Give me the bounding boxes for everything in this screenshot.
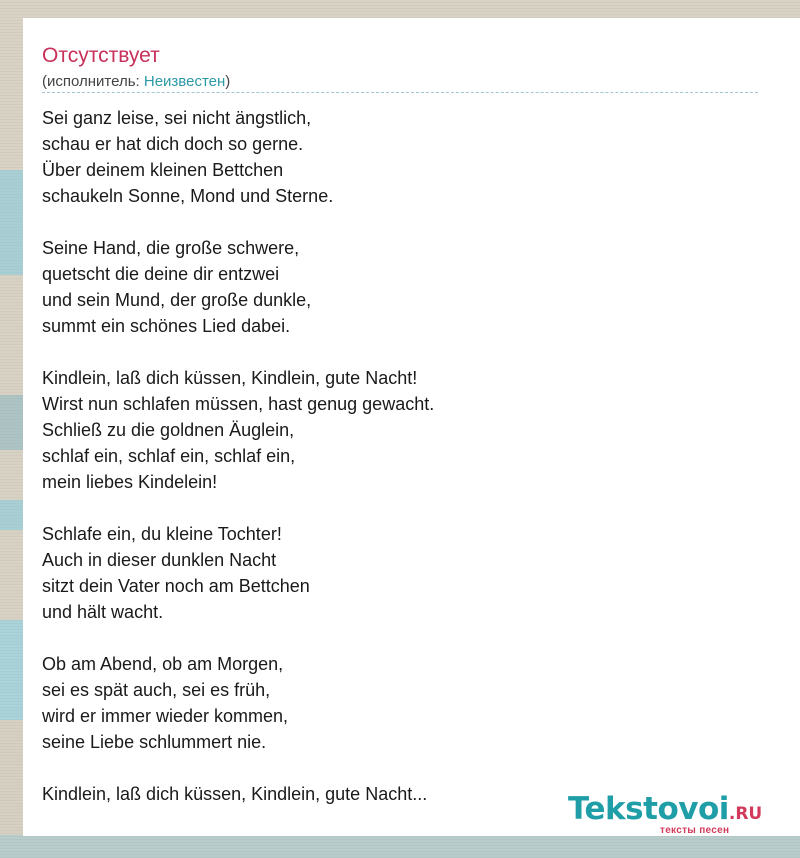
lyrics-line: Wirst nun schlafen müssen, hast genug gewacht. bbox=[42, 394, 435, 414]
artist-link[interactable]: Неизвестен bbox=[143, 73, 226, 90]
lyrics-line: und sein Mund, der große dunkle, bbox=[42, 290, 312, 310]
lyrics-line: sitzt dein Vater noch am Bettchen bbox=[42, 576, 310, 596]
lyrics-stanza bbox=[42, 365, 742, 495]
lyrics-line: Über deinem kleinen Bettchen bbox=[42, 160, 284, 180]
artist-line bbox=[42, 73, 230, 91]
logo-tld: .RU bbox=[728, 804, 763, 824]
lyrics-line: schlaf ein, schlaf ein, schlaf ein, bbox=[42, 446, 296, 466]
lyrics-text bbox=[42, 105, 742, 833]
logo-name: Tekstovoi bbox=[568, 791, 729, 827]
song-title: Отсутствует bbox=[42, 44, 160, 67]
lyrics-stanza bbox=[42, 105, 742, 209]
lyrics-line: Schließ zu die goldnen Äuglein, bbox=[42, 420, 295, 440]
lyrics-stanza bbox=[42, 651, 742, 755]
lyrics-line: Auch in dieser dunklen Nacht bbox=[42, 550, 277, 570]
lyrics-line: schaukeln Sonne, Mond und Sterne. bbox=[42, 186, 334, 206]
lyrics-stanza bbox=[42, 235, 742, 339]
artist-prefix: (исполнитель: bbox=[42, 73, 144, 90]
lyrics-line: mein liebes Kindelein! bbox=[42, 472, 218, 492]
lyrics-line: wird er immer wieder kommen, bbox=[42, 706, 289, 726]
lyrics-line: Schlafe ein, du kleine Tochter! bbox=[42, 524, 282, 544]
lyrics-line: Kindlein, laß dich küssen, Kindlein, gute Nacht! bbox=[42, 368, 418, 388]
lyrics-line: seine Liebe schlummert nie. bbox=[42, 732, 267, 752]
lyrics-line: Kindlein, laß dich küssen, Kindlein, gute Nacht... bbox=[42, 784, 428, 804]
artist-suffix: ) bbox=[225, 73, 231, 90]
lyrics-line: schau er hat dich doch so gerne. bbox=[42, 134, 304, 154]
lyrics-line: quetscht die deine dir entzwei bbox=[42, 264, 280, 284]
lyrics-line: und hält wacht. bbox=[42, 602, 164, 622]
lyrics-line: Sei ganz leise, sei nicht ängstlich, bbox=[42, 108, 312, 128]
logo-tagline: тексты песен bbox=[660, 825, 730, 836]
lyrics-stanza bbox=[42, 521, 742, 625]
lyrics-line: Ob am Abend, ob am Morgen, bbox=[42, 654, 284, 674]
title-divider bbox=[42, 92, 758, 93]
lyrics-line: summt ein schönes Lied dabei. bbox=[42, 316, 291, 336]
lyrics-line: Seine Hand, die große schwere, bbox=[42, 238, 300, 258]
lyrics-line: sei es spät auch, sei es früh, bbox=[42, 680, 271, 700]
lyrics-card bbox=[23, 18, 800, 836]
